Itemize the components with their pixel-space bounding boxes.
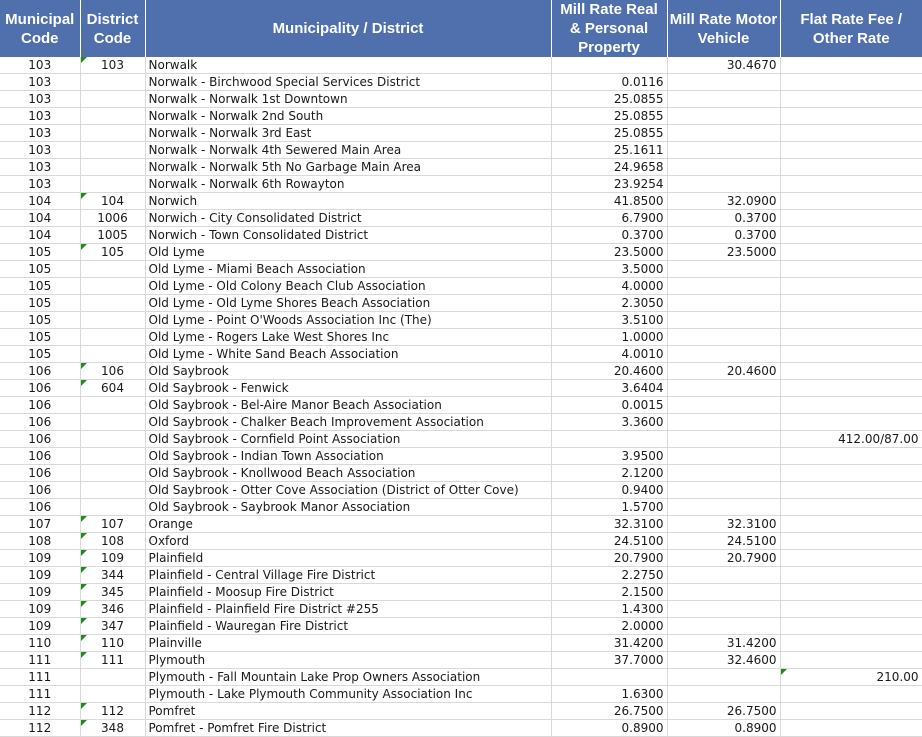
flat-rate-cell[interactable] [780,142,922,159]
municipality-cell[interactable]: Norwalk - Norwalk 2nd South [145,108,551,125]
municipal-code-cell[interactable]: 103 [0,74,80,91]
mill-rate-property-cell[interactable]: 25.1611 [551,142,667,159]
district-code-cell[interactable]: 344 [80,567,145,584]
mill-rate-vehicle-cell[interactable] [667,448,780,465]
district-code-cell[interactable] [80,142,145,159]
flat-rate-cell[interactable] [780,601,922,618]
mill-rate-property-cell[interactable]: 23.9254 [551,176,667,193]
municipal-code-cell[interactable]: 110 [0,635,80,652]
district-code-cell[interactable]: 604 [80,380,145,397]
municipality-cell[interactable]: Pomfret [145,703,551,720]
mill-rate-vehicle-cell[interactable]: 23.5000 [667,244,780,261]
municipality-cell[interactable]: Old Lyme - Rogers Lake West Shores Inc [145,329,551,346]
mill-rate-vehicle-cell[interactable] [667,176,780,193]
municipality-cell[interactable]: Old Saybrook - Fenwick [145,380,551,397]
flat-rate-cell[interactable] [780,516,922,533]
mill-rate-property-cell[interactable]: 24.9658 [551,159,667,176]
mill-rate-vehicle-cell[interactable] [667,431,780,448]
table-row [0,720,922,737]
mill-rate-vehicle-cell[interactable] [667,312,780,329]
municipal-code-cell[interactable]: 103 [0,159,80,176]
flat-rate-cell[interactable] [780,176,922,193]
municipality-cell[interactable]: Pomfret - Pomfret Fire District [145,720,551,737]
flat-rate-cell[interactable] [780,125,922,142]
municipal-code-cell[interactable]: 105 [0,278,80,295]
table-row [0,482,922,499]
mill-rate-vehicle-cell[interactable] [667,142,780,159]
municipal-code-cell[interactable]: 109 [0,550,80,567]
district-code-cell[interactable] [80,295,145,312]
table-row [0,176,922,193]
flat-rate-cell[interactable] [780,618,922,635]
municipal-code-cell[interactable]: 111 [0,652,80,669]
mill-rate-vehicle-cell[interactable] [667,159,780,176]
flat-rate-cell[interactable] [780,533,922,550]
mill-rate-vehicle-cell[interactable] [667,278,780,295]
municipal-code-cell[interactable]: 107 [0,516,80,533]
district-code-cell[interactable]: 107 [80,516,145,533]
municipal-code-cell[interactable]: 106 [0,380,80,397]
mill-rate-vehicle-cell[interactable] [667,686,780,703]
district-code-cell[interactable] [80,499,145,516]
municipal-code-cell[interactable]: 109 [0,567,80,584]
flat-rate-cell[interactable] [780,91,922,108]
table-row [0,669,922,686]
district-code-cell[interactable] [80,125,145,142]
table-row [0,227,922,244]
district-code-cell[interactable] [80,176,145,193]
mill-rate-vehicle-cell[interactable]: 30.4670 [667,57,780,74]
municipal-code-cell[interactable]: 111 [0,686,80,703]
mill-rate-property-cell[interactable]: 1.5700 [551,499,667,516]
mill-rate-property-cell[interactable]: 3.3600 [551,414,667,431]
mill-rate-property-cell[interactable]: 0.0015 [551,397,667,414]
district-code-cell[interactable] [80,329,145,346]
mill-rate-property-cell[interactable]: 3.6404 [551,380,667,397]
municipality-cell[interactable]: Plymouth [145,652,551,669]
municipality-cell[interactable]: Old Lyme - Miami Beach Association [145,261,551,278]
mill-rate-property-cell[interactable]: 32.3100 [551,516,667,533]
mill-rate-property-cell[interactable] [551,669,667,686]
table-row [0,584,922,601]
mill-rate-property-cell[interactable]: 0.9400 [551,482,667,499]
mill-rate-property-cell[interactable]: 20.4600 [551,363,667,380]
municipality-cell[interactable]: Old Lyme - Point O'Woods Association Inc (The) [145,312,551,329]
municipality-cell[interactable]: Old Saybrook - Knollwood Beach Association [145,465,551,482]
table-row [0,312,922,329]
mill-rate-vehicle-cell[interactable]: 20.4600 [667,363,780,380]
table-row [0,550,922,567]
municipality-cell[interactable]: Old Saybrook [145,363,551,380]
mill-rate-property-cell[interactable]: 0.3700 [551,227,667,244]
district-code-cell[interactable] [80,397,145,414]
flat-rate-cell[interactable] [780,346,922,363]
flat-rate-cell[interactable] [780,686,922,703]
mill-rate-property-cell[interactable]: 26.7500 [551,703,667,720]
mill-rate-property-cell[interactable]: 20.7900 [551,550,667,567]
table-row [0,329,922,346]
flat-rate-cell[interactable] [780,295,922,312]
mill-rate-property-cell[interactable]: 2.3050 [551,295,667,312]
mill-rate-vehicle-cell[interactable]: 24.5100 [667,533,780,550]
district-code-cell[interactable]: 346 [80,601,145,618]
mill-rate-property-cell[interactable]: 2.2750 [551,567,667,584]
table-row [0,618,922,635]
municipal-code-cell[interactable]: 103 [0,142,80,159]
mill-rate-vehicle-cell[interactable] [667,397,780,414]
district-code-cell[interactable]: 345 [80,584,145,601]
municipality-cell[interactable]: Norwalk - Norwalk 4th Sewered Main Area [145,142,551,159]
table-row [0,261,922,278]
municipality-cell[interactable]: Plainville [145,635,551,652]
mill-rate-vehicle-cell[interactable]: 26.7500 [667,703,780,720]
flat-rate-cell[interactable] [780,465,922,482]
header-mill-rate-property[interactable]: Mill Rate Real & Personal Property [551,0,667,57]
municipality-cell[interactable]: Old Lyme [145,244,551,261]
flat-rate-cell[interactable] [780,74,922,91]
mill-rate-property-cell[interactable]: 0.0116 [551,74,667,91]
header-municipality[interactable]: Municipality / District [145,0,551,57]
mill-rate-vehicle-cell[interactable] [667,346,780,363]
table-row [0,108,922,125]
municipal-code-cell[interactable]: 108 [0,533,80,550]
municipal-code-cell[interactable]: 105 [0,312,80,329]
municipality-cell[interactable]: Norwalk - Norwalk 3rd East [145,125,551,142]
mill-rate-vehicle-cell[interactable] [667,499,780,516]
mill-rate-property-cell[interactable]: 1.0000 [551,329,667,346]
mill-rate-vehicle-cell[interactable] [667,91,780,108]
district-code-cell[interactable] [80,312,145,329]
municipality-cell[interactable]: Old Lyme - White Sand Beach Association [145,346,551,363]
table-row [0,380,922,397]
district-code-cell[interactable] [80,159,145,176]
flat-rate-cell[interactable] [780,261,922,278]
mill-rate-vehicle-cell[interactable]: 32.3100 [667,516,780,533]
mill-rate-vehicle-cell[interactable] [667,74,780,91]
municipal-code-cell[interactable]: 106 [0,499,80,516]
flat-rate-cell[interactable] [780,227,922,244]
header-row [0,0,922,57]
municipal-code-cell[interactable]: 112 [0,703,80,720]
municipal-code-cell[interactable]: 104 [0,193,80,210]
flat-rate-cell[interactable] [780,414,922,431]
flat-rate-cell[interactable] [780,312,922,329]
flat-rate-cell[interactable] [780,703,922,720]
municipal-code-cell[interactable]: 106 [0,414,80,431]
table-row [0,346,922,363]
mill-rate-vehicle-cell[interactable] [667,482,780,499]
mill-rate-property-cell[interactable]: 1.6300 [551,686,667,703]
mill-rate-property-cell[interactable]: 31.4200 [551,635,667,652]
mill-rate-vehicle-cell[interactable]: 0.3700 [667,210,780,227]
table-row [0,448,922,465]
mill-rate-property-cell[interactable]: 6.7900 [551,210,667,227]
district-code-cell[interactable] [80,669,145,686]
district-code-cell[interactable] [80,431,145,448]
municipal-code-cell[interactable]: 103 [0,108,80,125]
mill-rate-property-cell[interactable]: 2.1200 [551,465,667,482]
municipality-cell[interactable]: Old Saybrook - Saybrook Manor Association [145,499,551,516]
municipality-cell[interactable]: Plymouth - Lake Plymouth Community Association Inc [145,686,551,703]
municipal-code-cell[interactable]: 104 [0,210,80,227]
municipality-cell[interactable]: Old Saybrook - Otter Cove Association (District of Otter Cove) [145,482,551,499]
table-row [0,431,922,448]
municipal-code-cell[interactable]: 105 [0,346,80,363]
district-code-cell[interactable] [80,108,145,125]
mill-rate-property-cell[interactable]: 4.0010 [551,346,667,363]
district-code-cell[interactable]: 108 [80,533,145,550]
mill-rate-vehicle-cell[interactable] [667,465,780,482]
mill-rate-vehicle-cell[interactable] [667,669,780,686]
municipal-code-cell[interactable]: 104 [0,227,80,244]
flat-rate-cell[interactable]: 210.00 [780,669,922,686]
mill-rate-vehicle-cell[interactable] [667,584,780,601]
flat-rate-cell[interactable] [780,363,922,380]
table-row [0,244,922,261]
table-row [0,363,922,380]
mill-rate-property-cell[interactable]: 2.1500 [551,584,667,601]
municipality-cell[interactable]: Plainfield - Plainfield Fire District #255 [145,601,551,618]
district-code-cell[interactable] [80,414,145,431]
mill-rate-property-cell[interactable]: 3.5100 [551,312,667,329]
municipal-code-cell[interactable]: 103 [0,91,80,108]
mill-rate-property-cell[interactable] [551,57,667,74]
mill-rate-property-cell[interactable]: 23.5000 [551,244,667,261]
mill-rate-vehicle-cell[interactable]: 31.4200 [667,635,780,652]
flat-rate-cell[interactable]: 412.00/87.00 [780,431,922,448]
district-code-cell[interactable] [80,278,145,295]
table-row [0,91,922,108]
mill-rate-vehicle-cell[interactable] [667,261,780,278]
district-code-cell[interactable] [80,261,145,278]
table-header [0,0,922,57]
municipality-cell[interactable]: Norwalk - Birchwood Special Services District [145,74,551,91]
flat-rate-cell[interactable] [780,482,922,499]
municipality-cell[interactable]: Plainfield - Central Village Fire District [145,567,551,584]
table-row [0,74,922,91]
mill-rate-vehicle-cell[interactable] [667,380,780,397]
table-row [0,567,922,584]
mill-rate-property-cell[interactable] [551,431,667,448]
mill-rate-property-cell[interactable]: 4.0000 [551,278,667,295]
mill-rate-vehicle-cell[interactable] [667,329,780,346]
municipal-code-cell[interactable]: 106 [0,431,80,448]
district-code-cell[interactable]: 110 [80,635,145,652]
table-row [0,159,922,176]
municipal-code-cell[interactable]: 105 [0,244,80,261]
mill-rate-vehicle-cell[interactable]: 32.4600 [667,652,780,669]
district-code-cell[interactable] [80,448,145,465]
district-code-cell[interactable]: 109 [80,550,145,567]
municipality-cell[interactable]: Old Lyme - Old Lyme Shores Beach Association [145,295,551,312]
municipality-cell[interactable]: Old Saybrook - Indian Town Association [145,448,551,465]
flat-rate-cell[interactable] [780,329,922,346]
table-row [0,652,922,669]
district-code-cell[interactable] [80,346,145,363]
municipality-cell[interactable]: Norwalk [145,57,551,74]
mill-rate-vehicle-cell[interactable]: 0.3700 [667,227,780,244]
municipal-code-cell[interactable]: 106 [0,448,80,465]
table-row [0,193,922,210]
mill-rate-property-cell[interactable]: 2.0000 [551,618,667,635]
municipality-cell[interactable]: Plainfield - Moosup Fire District [145,584,551,601]
mill-rate-vehicle-cell[interactable] [667,295,780,312]
municipal-code-cell[interactable]: 111 [0,669,80,686]
flat-rate-cell[interactable] [780,57,922,74]
table-row [0,516,922,533]
district-code-cell[interactable] [80,74,145,91]
mill-rate-vehicle-cell[interactable]: 0.8900 [667,720,780,737]
municipality-cell[interactable]: Norwalk - Norwalk 1st Downtown [145,91,551,108]
municipal-code-cell[interactable]: 112 [0,720,80,737]
flat-rate-cell[interactable] [780,652,922,669]
mill-rate-vehicle-cell[interactable] [667,125,780,142]
municipal-code-cell[interactable]: 109 [0,584,80,601]
header-municipal-code[interactable]: Municipal Code [0,0,80,57]
municipality-cell[interactable]: Oxford [145,533,551,550]
table-row [0,125,922,142]
mill-rate-property-cell[interactable]: 37.7000 [551,652,667,669]
table-row [0,499,922,516]
mill-rate-property-cell[interactable]: 25.0855 [551,125,667,142]
flat-rate-cell[interactable] [780,448,922,465]
municipality-cell[interactable]: Norwich - Town Consolidated District [145,227,551,244]
table-row [0,465,922,482]
table-row [0,57,922,74]
mill-rate-vehicle-cell[interactable] [667,414,780,431]
flat-rate-cell[interactable] [780,550,922,567]
flat-rate-cell[interactable] [780,635,922,652]
flat-rate-cell[interactable] [780,567,922,584]
district-code-cell[interactable]: 111 [80,652,145,669]
municipality-cell[interactable]: Plymouth - Fall Mountain Lake Prop Owners Association [145,669,551,686]
municipality-cell[interactable]: Old Saybrook - Cornfield Point Association [145,431,551,448]
flat-rate-cell[interactable] [780,108,922,125]
municipal-code-cell[interactable]: 109 [0,618,80,635]
flat-rate-cell[interactable] [780,159,922,176]
table-row [0,533,922,550]
table-row [0,635,922,652]
header-flat-rate[interactable]: Flat Rate Fee / Other Rate [780,0,922,57]
municipal-code-cell[interactable]: 103 [0,125,80,142]
mill-rate-property-cell[interactable]: 0.8900 [551,720,667,737]
municipal-code-cell[interactable]: 106 [0,482,80,499]
district-code-cell[interactable]: 104 [80,193,145,210]
mill-rate-property-cell[interactable]: 25.0855 [551,91,667,108]
municipality-cell[interactable]: Plainfield [145,550,551,567]
flat-rate-cell[interactable] [780,720,922,737]
municipality-cell[interactable]: Norwalk - Norwalk 5th No Garbage Main Area [145,159,551,176]
table-row [0,397,922,414]
municipal-code-cell[interactable]: 106 [0,397,80,414]
table-row [0,686,922,703]
municipal-code-cell[interactable]: 106 [0,465,80,482]
mill-rate-property-cell[interactable]: 3.9500 [551,448,667,465]
flat-rate-cell[interactable] [780,244,922,261]
municipal-code-cell[interactable]: 109 [0,601,80,618]
district-code-cell[interactable]: 106 [80,363,145,380]
mill-rate-vehicle-cell[interactable]: 32.0900 [667,193,780,210]
mill-rate-property-cell[interactable]: 1.4300 [551,601,667,618]
district-code-cell[interactable]: 348 [80,720,145,737]
mill-rate-vehicle-cell[interactable] [667,567,780,584]
municipality-cell[interactable]: Norwich - City Consolidated District [145,210,551,227]
header-district-code[interactable]: District Code [80,0,145,57]
flat-rate-cell[interactable] [780,499,922,516]
district-code-cell[interactable]: 105 [80,244,145,261]
municipality-cell[interactable]: Orange [145,516,551,533]
mill-rate-property-cell[interactable]: 24.5100 [551,533,667,550]
district-code-cell[interactable] [80,482,145,499]
municipality-cell[interactable]: Norwich [145,193,551,210]
table-row [0,210,922,227]
district-code-cell[interactable]: 347 [80,618,145,635]
table-row [0,278,922,295]
district-code-cell[interactable]: 1005 [80,227,145,244]
municipality-cell[interactable]: Old Lyme - Old Colony Beach Club Association [145,278,551,295]
district-code-cell[interactable]: 1006 [80,210,145,227]
mill-rate-property-cell[interactable]: 41.8500 [551,193,667,210]
flat-rate-cell[interactable] [780,397,922,414]
municipal-code-cell[interactable]: 103 [0,176,80,193]
mill-rate-property-cell[interactable]: 3.5000 [551,261,667,278]
flat-rate-cell[interactable] [780,210,922,227]
table-row [0,414,922,431]
municipal-code-cell[interactable]: 105 [0,329,80,346]
district-code-cell[interactable] [80,91,145,108]
table-row [0,601,922,618]
municipal-code-cell[interactable]: 103 [0,57,80,74]
municipal-code-cell[interactable]: 105 [0,295,80,312]
flat-rate-cell[interactable] [780,584,922,601]
mill-rate-property-cell[interactable]: 25.0855 [551,108,667,125]
mill-rate-vehicle-cell[interactable] [667,618,780,635]
mill-rate-vehicle-cell[interactable] [667,108,780,125]
flat-rate-cell[interactable] [780,193,922,210]
municipality-cell[interactable]: Norwalk - Norwalk 6th Rowayton [145,176,551,193]
table-row [0,703,922,720]
flat-rate-cell[interactable] [780,380,922,397]
table-row [0,295,922,312]
district-code-cell[interactable] [80,465,145,482]
municipal-code-cell[interactable]: 106 [0,363,80,380]
district-code-cell[interactable] [80,686,145,703]
municipality-cell[interactable]: Old Saybrook - Bel-Aire Manor Beach Association [145,397,551,414]
mill-rate-vehicle-cell[interactable] [667,601,780,618]
mill-rate-vehicle-cell[interactable]: 20.7900 [667,550,780,567]
municipal-code-cell[interactable]: 105 [0,261,80,278]
table-body [0,57,922,737]
municipality-cell[interactable]: Plainfield - Wauregan Fire District [145,618,551,635]
flat-rate-cell[interactable] [780,278,922,295]
district-code-cell[interactable]: 112 [80,703,145,720]
header-mill-rate-vehicle[interactable]: Mill Rate Motor Vehicle [667,0,780,57]
table-row [0,142,922,159]
municipality-cell[interactable]: Old Saybrook - Chalker Beach Improvement Association [145,414,551,431]
district-code-cell[interactable]: 103 [80,57,145,74]
